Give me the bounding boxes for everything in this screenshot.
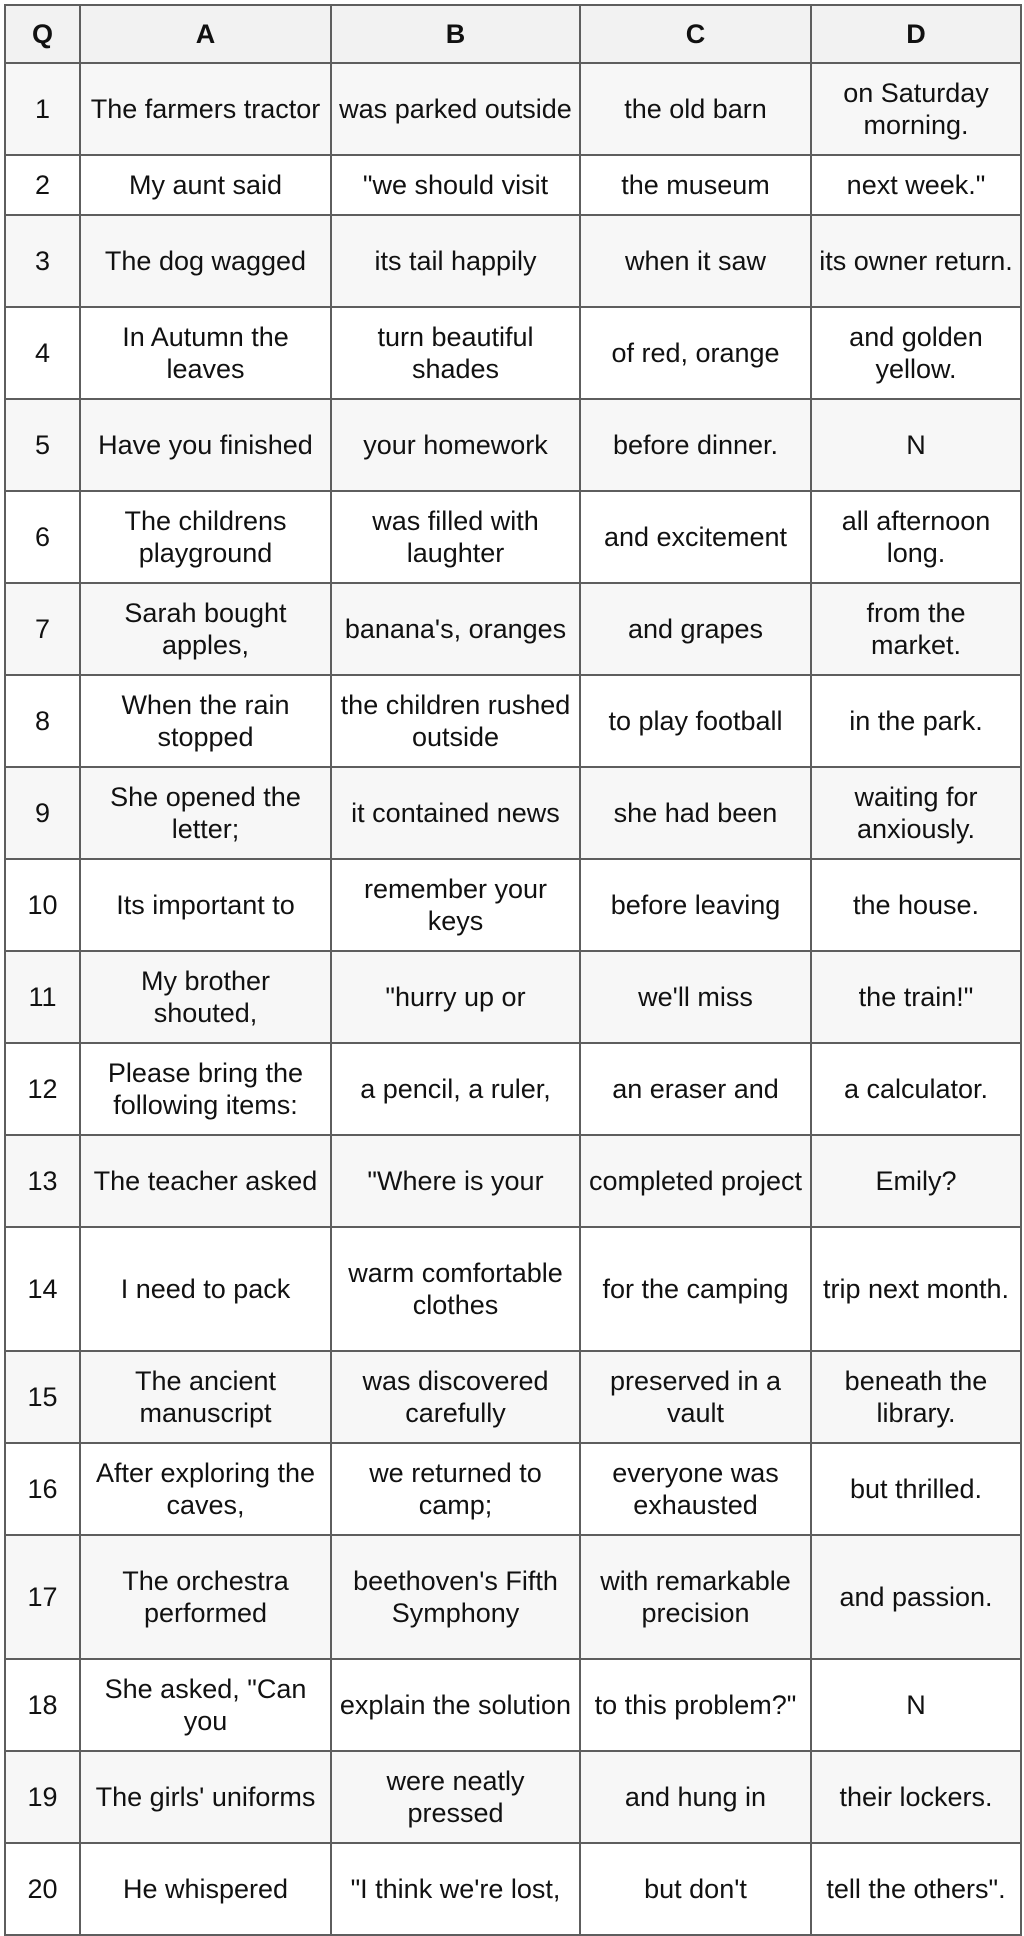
header-a: A [80,5,331,63]
cell-c: preserved in a vault [580,1351,811,1443]
cell-d: on Saturday morning. [811,63,1021,155]
cell-c: of red, orange [580,307,811,399]
question-table [4,4,1022,1936]
cell-c: when it saw [580,215,811,307]
cell-a: After exploring the caves, [80,1443,331,1535]
table-row [5,215,1021,307]
cell-q: 1 [5,63,80,155]
cell-d: tell the others". [811,1843,1021,1935]
cell-b: its tail happily [331,215,580,307]
cell-b: turn beautiful shades [331,307,580,399]
cell-d: Emily? [811,1135,1021,1227]
cell-q: 13 [5,1135,80,1227]
header-d: D [811,5,1021,63]
cell-c: but don't [580,1843,811,1935]
cell-a: The farmers tractor [80,63,331,155]
cell-b: "Where is your [331,1135,580,1227]
cell-c: she had been [580,767,811,859]
table-row [5,675,1021,767]
cell-b: we returned to camp; [331,1443,580,1535]
table-row [5,1135,1021,1227]
cell-d: and passion. [811,1535,1021,1659]
cell-a: He whispered [80,1843,331,1935]
cell-d: a calculator. [811,1043,1021,1135]
header-c: C [580,5,811,63]
cell-b: "hurry up or [331,951,580,1043]
cell-a: Have you finished [80,399,331,491]
cell-a: Please bring the following items: [80,1043,331,1135]
cell-c: we'll miss [580,951,811,1043]
cell-d: waiting for anxiously. [811,767,1021,859]
cell-b: the children rushed outside [331,675,580,767]
cell-d: all afternoon long. [811,491,1021,583]
cell-a: The girls' uniforms [80,1751,331,1843]
cell-b: explain the solution [331,1659,580,1751]
cell-q: 7 [5,583,80,675]
cell-b: warm comfortable clothes [331,1227,580,1351]
cell-a: In Autumn the leaves [80,307,331,399]
cell-d: trip next month. [811,1227,1021,1351]
cell-b: a pencil, a ruler, [331,1043,580,1135]
cell-q: 5 [5,399,80,491]
cell-c: before dinner. [580,399,811,491]
cell-d: the house. [811,859,1021,951]
table-row [5,1351,1021,1443]
cell-a: The ancient manuscript [80,1351,331,1443]
table-row [5,1751,1021,1843]
cell-a: The childrens playground [80,491,331,583]
cell-c: and excitement [580,491,811,583]
table-row [5,583,1021,675]
table-row [5,307,1021,399]
table-row [5,1443,1021,1535]
table-row [5,1227,1021,1351]
cell-q: 17 [5,1535,80,1659]
cell-b: was parked outside [331,63,580,155]
table-row [5,1659,1021,1751]
cell-b: beethoven's Fifth Symphony [331,1535,580,1659]
cell-q: 3 [5,215,80,307]
cell-q: 20 [5,1843,80,1935]
cell-c: to play football [580,675,811,767]
cell-c: with remarkable precision [580,1535,811,1659]
cell-c: completed project [580,1135,811,1227]
table-row [5,859,1021,951]
cell-q: 14 [5,1227,80,1351]
cell-b: was discovered carefully [331,1351,580,1443]
table-row [5,1843,1021,1935]
table-row [5,155,1021,215]
cell-b: remember your keys [331,859,580,951]
cell-b: was filled with laughter [331,491,580,583]
cell-a: The dog wagged [80,215,331,307]
cell-q: 4 [5,307,80,399]
cell-b: "we should visit [331,155,580,215]
cell-b: banana's, oranges [331,583,580,675]
cell-d: N [811,1659,1021,1751]
cell-d: the train!" [811,951,1021,1043]
cell-d: beneath the library. [811,1351,1021,1443]
cell-q: 19 [5,1751,80,1843]
cell-a: My brother shouted, [80,951,331,1043]
cell-d: but thrilled. [811,1443,1021,1535]
table-row [5,951,1021,1043]
cell-q: 16 [5,1443,80,1535]
table-row [5,1043,1021,1135]
cell-a: Sarah bought apples, [80,583,331,675]
cell-d: in the park. [811,675,1021,767]
cell-c: the old barn [580,63,811,155]
table-row [5,399,1021,491]
header-b: B [331,5,580,63]
cell-a: My aunt said [80,155,331,215]
cell-q: 12 [5,1043,80,1135]
cell-c: everyone was exhausted [580,1443,811,1535]
header-q: Q [5,5,80,63]
cell-c: and hung in [580,1751,811,1843]
cell-d: N [811,399,1021,491]
cell-c: and grapes [580,583,811,675]
cell-d: and golden yellow. [811,307,1021,399]
cell-q: 15 [5,1351,80,1443]
cell-q: 11 [5,951,80,1043]
cell-q: 6 [5,491,80,583]
cell-d: next week." [811,155,1021,215]
cell-c: an eraser and [580,1043,811,1135]
cell-c: to this problem?" [580,1659,811,1751]
cell-b: your homework [331,399,580,491]
table-row [5,491,1021,583]
table-row [5,63,1021,155]
cell-q: 10 [5,859,80,951]
cell-b: were neatly pressed [331,1751,580,1843]
cell-a: The teacher asked [80,1135,331,1227]
cell-q: 9 [5,767,80,859]
cell-c: for the camping [580,1227,811,1351]
table-row [5,767,1021,859]
cell-a: I need to pack [80,1227,331,1351]
header-row [5,5,1021,63]
cell-d: their lockers. [811,1751,1021,1843]
cell-c: before leaving [580,859,811,951]
cell-a: She opened the letter; [80,767,331,859]
cell-q: 18 [5,1659,80,1751]
cell-a: Its important to [80,859,331,951]
table-row [5,1535,1021,1659]
cell-a: She asked, "Can you [80,1659,331,1751]
cell-d: from the market. [811,583,1021,675]
cell-c: the museum [580,155,811,215]
cell-a: When the rain stopped [80,675,331,767]
cell-b: "I think we're lost, [331,1843,580,1935]
cell-q: 2 [5,155,80,215]
cell-q: 8 [5,675,80,767]
cell-a: The orchestra performed [80,1535,331,1659]
cell-d: its owner return. [811,215,1021,307]
cell-b: it contained news [331,767,580,859]
